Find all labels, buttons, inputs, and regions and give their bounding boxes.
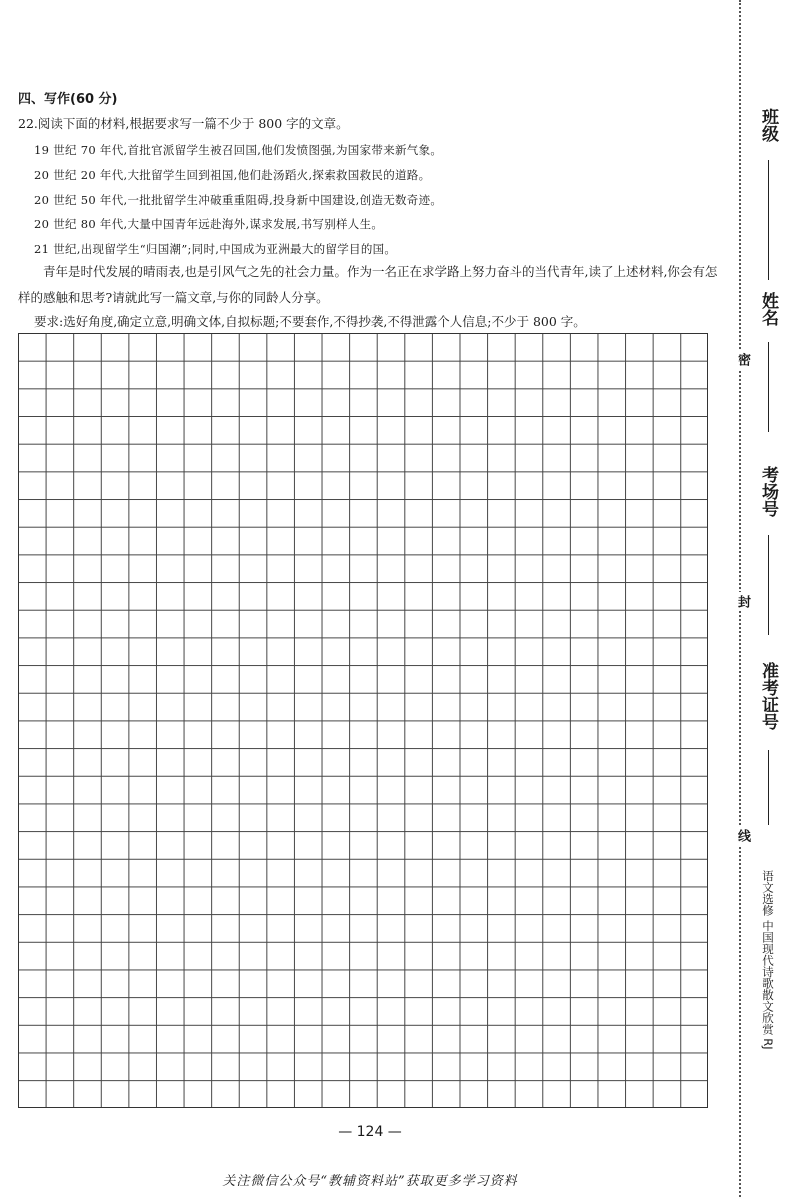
section-title: 四、写作(60 分) [18,92,118,107]
book-note: 语文选修 中国现代诗歌散文欣赏 RJ [761,870,775,1050]
question-stem: 22.阅读下面的材料,根据要求写一篇不少于 800 字的文章。 [18,116,349,131]
admission-ticket-field-line[interactable] [768,750,769,825]
page-number: — 124 — [338,1124,402,1140]
class-field-label: 班级 [758,108,778,142]
exam-room-field-label: 考场号 [758,466,778,517]
material-line-5: 21 世纪,出现留学生“归国潮”;同时,中国成为亚洲最大的留学目的国。 [34,242,397,256]
footer-note: 关注微信公众号“教辅资料站”获取更多学习资料 [222,1174,518,1189]
class-field-line[interactable] [768,160,769,280]
seal-mark-feng: 封 [733,592,752,611]
name-field-label: 姓名 [758,292,778,326]
material-line-2: 20 世纪 20 年代,大批留学生回到祖国,他们赴汤蹈火,探索救国救民的道路。 [34,168,431,182]
exam-room-field-line[interactable] [768,535,769,635]
name-field-line[interactable] [768,342,769,432]
material-line-3: 20 世纪 50 年代,一批批留学生冲破重重阻碍,投身新中国建设,创造无数奇迹。 [34,193,443,207]
material-line-1: 19 世纪 70 年代,首批官派留学生被召回国,他们发愤图强,为国家带来新气象。 [34,143,443,157]
writing-requirement: 要求:选好角度,确定立意,明确文体,自拟标题;不要套作,不得抄袭,不得泄露个人信息;不少于 800 字。 [34,314,586,329]
admission-ticket-field-label: 准考证号 [758,662,778,730]
answer-grid[interactable] [18,333,708,1108]
seal-mark-xian: 线 [733,826,752,845]
material-line-4: 20 世纪 80 年代,大量中国青年远赴海外,谋求发展,书写别样人生。 [34,217,384,231]
writing-prompt: 青年是时代发展的晴雨表,也是引风气之先的社会力量。作为一名正在求学路上努力奋斗的当代青年,读了上述材料,你会有怎样的感触和思考?请就此写一篇文章,与你的同龄人分享。 [18,264,718,305]
seal-mark-mi: 密 [733,350,752,369]
